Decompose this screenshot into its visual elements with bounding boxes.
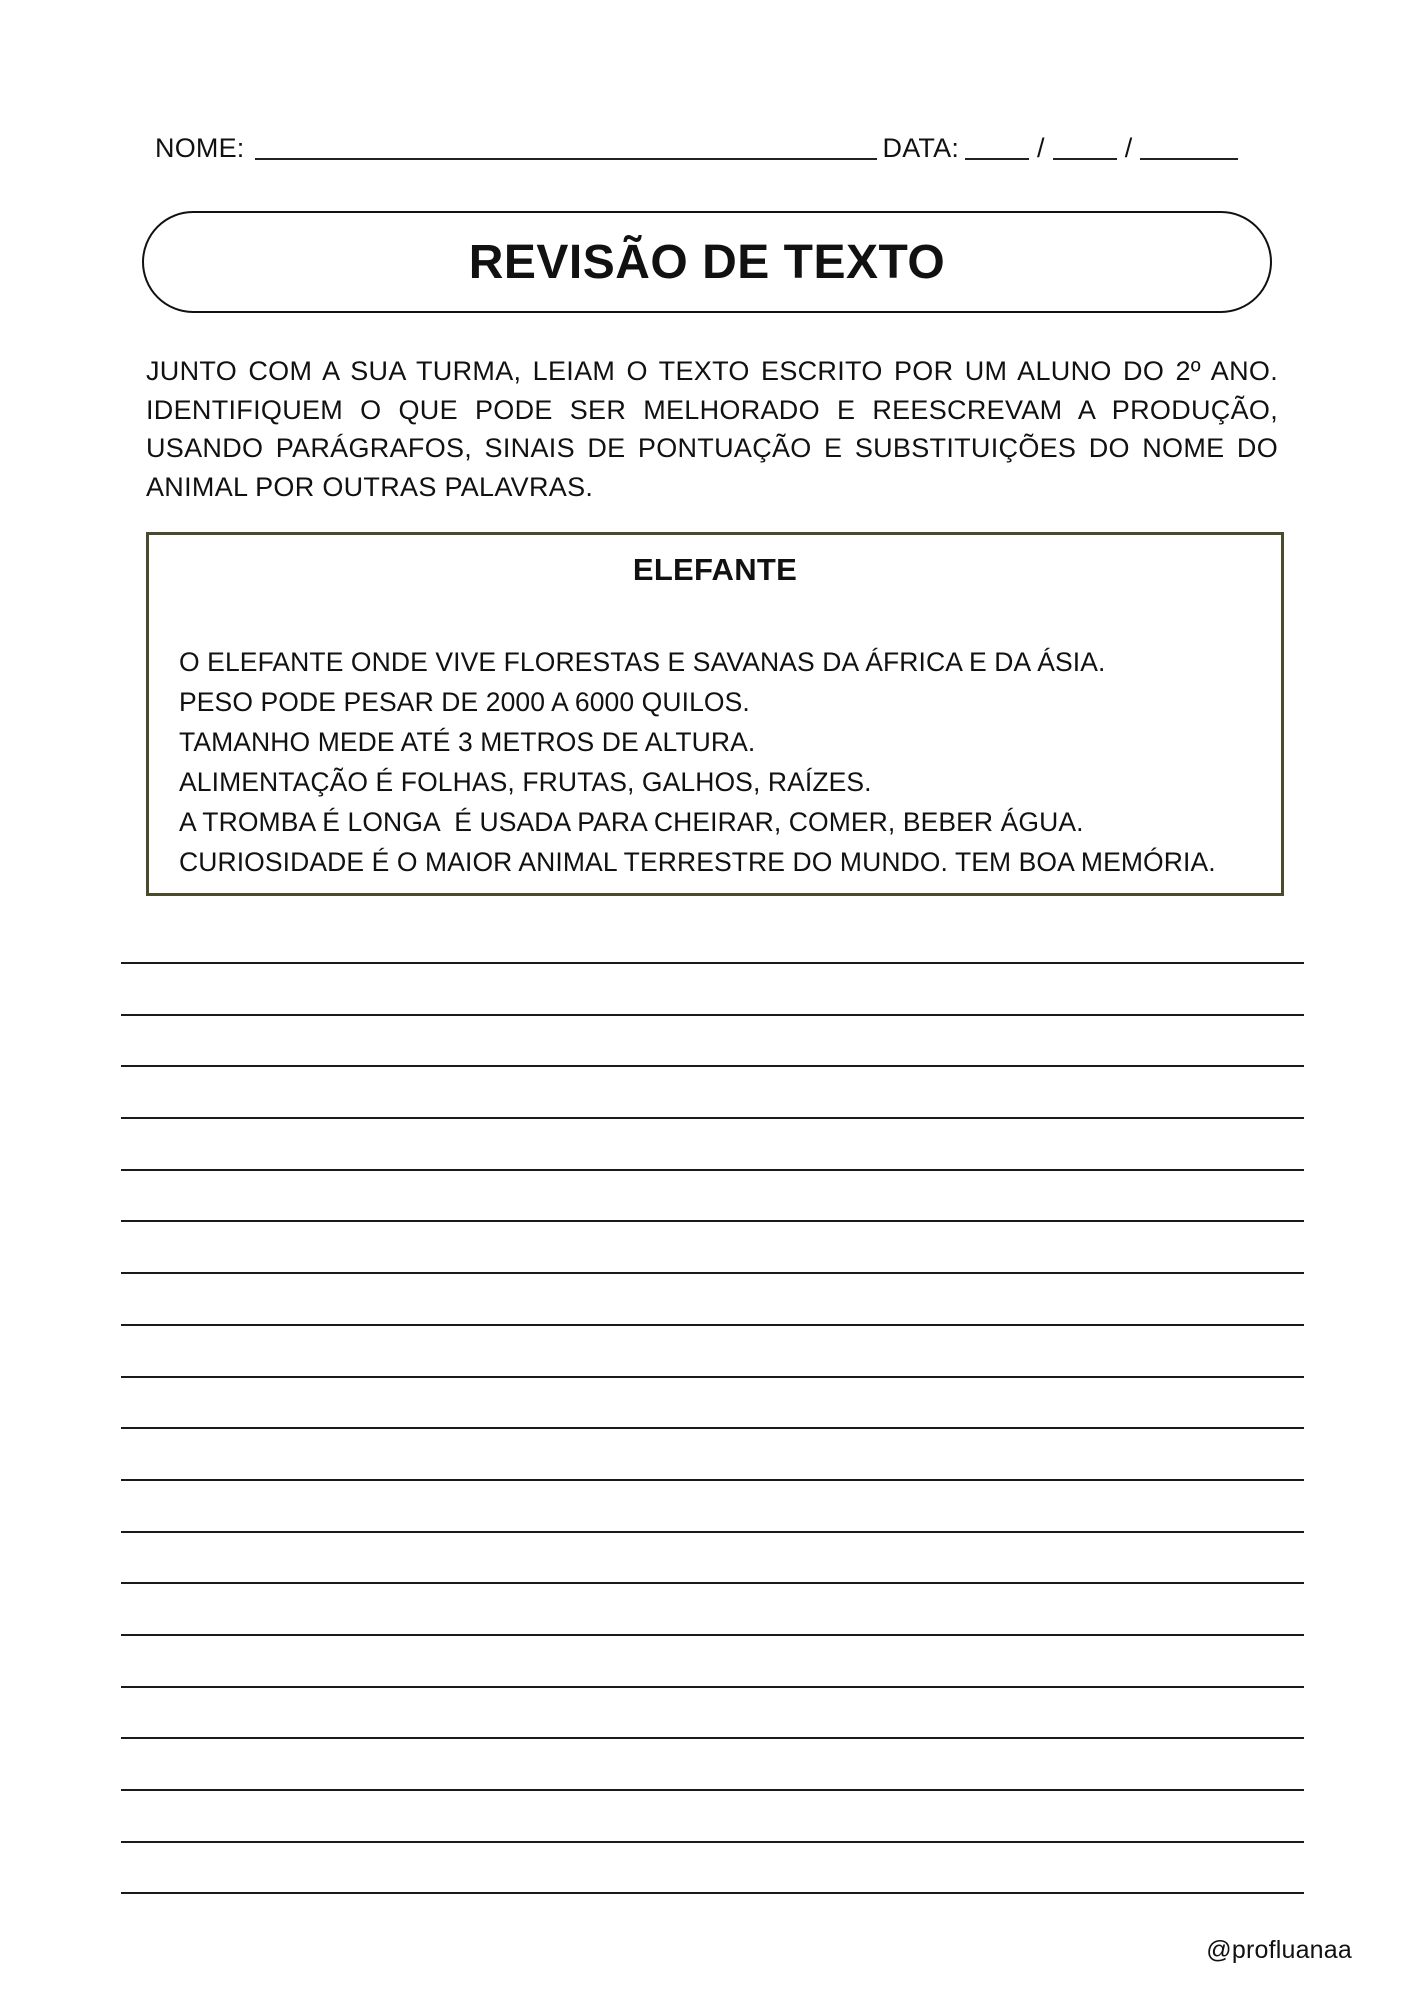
name-blank[interactable] [255,132,877,160]
writing-line[interactable] [121,1014,1304,1016]
author-handle: @profluanaa [1206,1936,1352,1964]
date-year-blank[interactable] [1140,132,1238,160]
date-day-blank[interactable] [965,132,1029,160]
date-label: DATA: [882,133,960,163]
date-separator: / [1124,133,1133,163]
writing-line[interactable] [121,1686,1304,1688]
writing-line[interactable] [121,1841,1304,1843]
writing-line[interactable] [121,962,1304,964]
text-line: CURIOSIDADE É O MAIOR ANIMAL TERRESTRE DO MUNDO. TEM BOA MEMÓRIA. [179,847,1216,877]
writing-line[interactable] [121,1634,1304,1636]
writing-line[interactable] [121,1117,1304,1119]
date-separator: / [1037,133,1045,163]
name-label: NOME: [155,133,245,163]
title-banner [142,211,1272,313]
instructions-text: JUNTO COM A SUA TURMA, LEIAM O TEXTO ESCRITO POR UM ALUNO DO 2º ANO. IDENTIFIQUEM O QUE PODE SER MELHORADO E REESCREVAM A PRODUÇÃO, USANDO PARÁGRAFOS, SINAIS DE PONTUAÇÃO E SUBSTITUIÇÕES DO NOME DO ANIMAL POR OUTRAS PALAVRAS. [146,356,1278,502]
text-body [179,642,1261,882]
writing-line[interactable] [121,1479,1304,1481]
text-title: ELEFANTE [632,552,798,587]
writing-line[interactable] [121,1376,1304,1378]
writing-line[interactable] [121,1737,1304,1739]
text-line: ALIMENTAÇÃO É FOLHAS, FRUTAS, GALHOS, RAÍZES. [179,767,872,797]
writing-line[interactable] [121,1220,1304,1222]
text-line: O ELEFANTE ONDE VIVE FLORESTAS E SAVANAS DA ÁFRICA E DA ÁSIA. [179,647,1106,677]
writing-line[interactable] [121,1169,1304,1171]
text-line: TAMANHO MEDE ATÉ 3 METROS DE ALTURA. [179,727,756,757]
writing-line[interactable] [121,1789,1304,1791]
writing-line[interactable] [121,1531,1304,1533]
date-month-blank[interactable] [1053,132,1117,160]
writing-line[interactable] [121,1324,1304,1326]
text-line: PESO PODE PESAR DE 2000 A 6000 QUILOS. [179,687,750,717]
header-row [155,124,1275,164]
student-text-box [146,532,1284,896]
writing-line[interactable] [121,1065,1304,1067]
page-title: REVISÃO DE TEXTO [468,235,946,289]
writing-line[interactable] [121,1892,1304,1894]
writing-line[interactable] [121,1582,1304,1584]
text-line: A TROMBA É LONGA É USADA PARA CHEIRAR, COMER, BEBER ÁGUA. [179,807,1084,837]
writing-area[interactable] [121,962,1304,1944]
writing-line[interactable] [121,1272,1304,1274]
writing-line[interactable] [121,1427,1304,1429]
